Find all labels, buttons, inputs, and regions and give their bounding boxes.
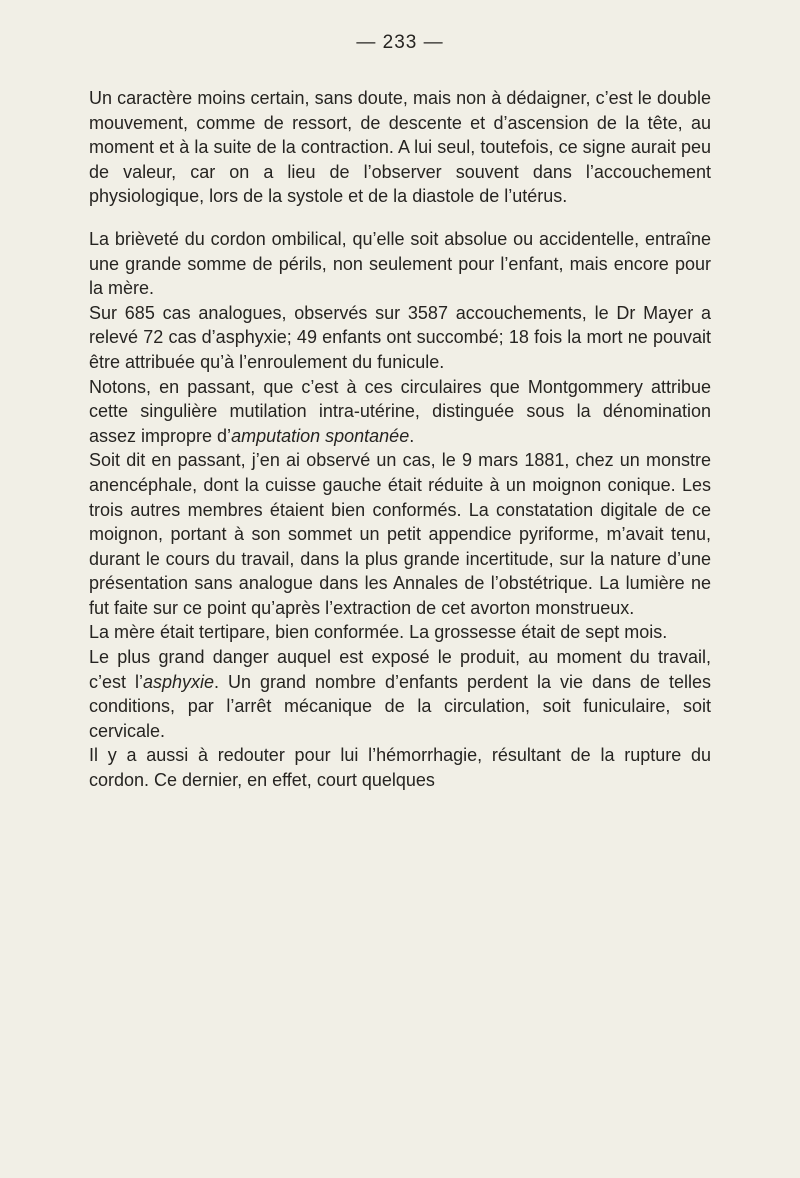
paragraph-1: Un caractère moins certain, sans doute, mais non à dédaigner, c’est le double mouvement, comme de ressort, de descente et d’ascension de la tête, au moment et à la suite de la contraction. A lui seul, toutefois, ce signe aurait peu de valeur, car on a lieu de l’observer souvent dans l’accouchement physiologique, lors de la systole et de la diastole de l’utérus. — [89, 88, 711, 207]
paragraph-2: La brièveté du cordon ombilical, qu’elle soit absolue ou accidentelle, entraîne une grande somme de périls, non seulement pour l’enfant, mais encore pour la mère. — [89, 228, 711, 299]
paragraph-4-text: Notons, en passant, que c’est à ces circulaires que Montgommery attribue cette singulière mutilation intra-utérine, distinguée sous la dénomination assez impropre d’ — [89, 376, 711, 446]
paragraph-7-text: Le plus grand danger auquel est exposé le produit, au moment du travail, c’est l’ — [89, 647, 711, 692]
paragraph-7 — [89, 645, 711, 743]
paragraph-4-end: . — [409, 425, 415, 446]
paragraph-4 — [89, 375, 711, 449]
paragraph-6: La mère était tertipare, bien conformée. La grossesse était de sept mois. — [89, 622, 668, 643]
emphasis-asphyxie: asphyxie — [142, 671, 215, 692]
paragraph-7-end: . Un grand nombre d’enfants perdent la vie dans de telles conditions, par l’arrêt mécanique de la circulation, soit funiculaire, soit cervicale. — [89, 671, 711, 741]
paragraph-3: Sur 685 cas analogues, observés sur 3587 accouchements, le Dr Mayer a relevé 72 cas d’asphyxie; 49 enfants ont succombé; 18 fois la mort ne pouvait être attribuée qu’à l’enroulement du funicule. — [89, 302, 711, 372]
body-text — [89, 86, 711, 793]
emphasis-amputation: amputation spontanée — [231, 425, 410, 446]
page-number: — 233 — — [356, 32, 444, 53]
paragraph-8: Il y a aussi à redouter pour lui l’hémorrhagie, résultant de la rupture du cordon. Ce dernier, en effet, court quelques — [89, 745, 711, 791]
paragraph-5: Soit dit en passant, j’en ai observé un cas, le 9 mars 1881, chez un monstre anencéphale, dont la cuisse gauche était réduite à un moignon conique. Les trois autres membres étaient bien conformés. La constatation digitale de ce moignon, portant à son sommet un petit appendice pyriforme, m’avait tenu, durant le cours du travail, dans la plus grande incertitude, sur la nature d’une présentation sans analogue dans les Annales de l’obstétrique. La lumière ne fut faite sur ce point qu’après l’extraction de cet avorton monstrueux. — [89, 450, 711, 618]
